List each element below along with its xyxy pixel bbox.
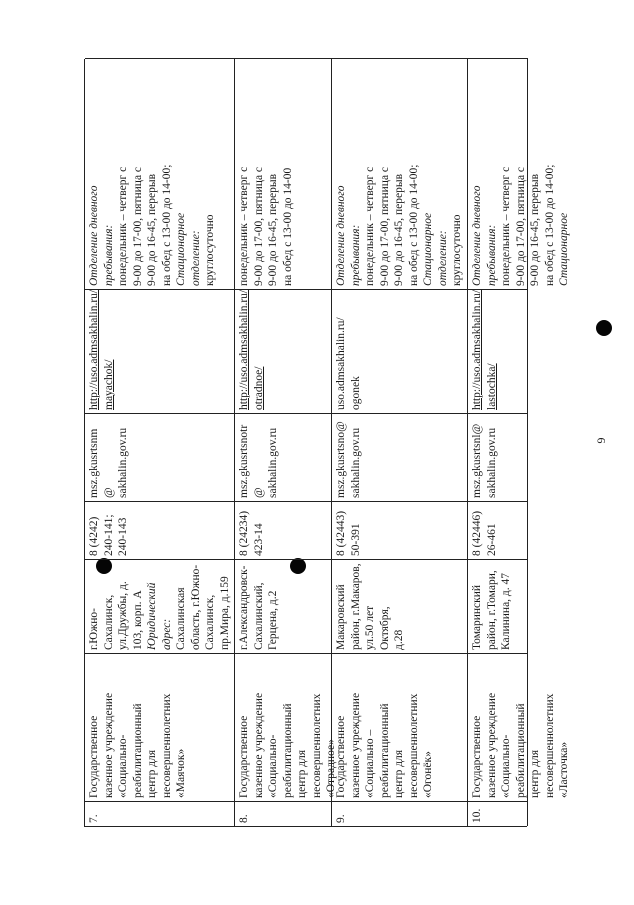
institution-website-link[interactable]: http://uso.admsakhalin.ru/ mayachok/ xyxy=(85,289,235,413)
hours-label-inpatient: Стационарное xyxy=(558,212,570,286)
row-number: 8. xyxy=(235,801,332,826)
institution-hours xyxy=(332,58,468,289)
row-number: 9. xyxy=(332,801,468,826)
hours-day-department: понедельник – четверг с 9-00 до 17-00, пятница с 9-00 до 16-45, перерыв на обед с 13-00 до 14-00; xyxy=(117,164,173,286)
institution-hours: понедельник – четверг с 9-00 до 17-00, пятница с 9-00 до 16-45, перерыв на обед с 13-00 до 14-00 xyxy=(235,58,332,289)
hours-inpatient: круглосуточно xyxy=(451,214,463,286)
institution-hours xyxy=(85,58,235,289)
institution-website-link[interactable]: http://uso.admsakhalin.ru/ otradnoe/ xyxy=(235,289,332,413)
institutions-table-wrapper xyxy=(84,59,570,827)
row-number: 7. xyxy=(85,801,235,826)
hours-label-inpatient: Стационарное отделение: xyxy=(175,212,202,286)
institution-address: г.Александровск- Сахалинский, Герцена, д.2 xyxy=(235,559,332,653)
institution-hours xyxy=(468,58,570,289)
address-legal-label: Юридический адрес: xyxy=(146,582,173,650)
institution-name: Государственное казенное учреждение «Социально – реабилитационный центр для несовершеннолетних «Огонёк» xyxy=(332,653,468,801)
institution-email[interactable]: msz.gkusrtsno@ sakhalin.gov.ru xyxy=(332,413,468,501)
hours-label-day-department: Отделение дневного пребывания: xyxy=(335,185,362,286)
institution-phone: 8 (42443) 50-391 xyxy=(332,501,468,559)
hours-day-department: понедельник – четверг с 9-00 до 17-00, пятница с 9-00 до 16-45, перерыв на обед с 13-00 до 14-00; xyxy=(364,164,420,286)
hours-label-day-department: Отделение дневного пребывания: xyxy=(471,185,498,286)
institution-address xyxy=(85,559,235,653)
institution-name: Государственное казенное учреждение «Социально- реабилитационный центр для несовершеннолетних «Ласточка» xyxy=(468,653,528,801)
hours-label-inpatient: Стационарное отделение: xyxy=(422,212,449,286)
institution-email[interactable]: msz.gkusrtsnotr @ sakhalin.gov.ru xyxy=(235,413,332,501)
address-actual: г.Южно- Сахалинск, ул.Дружбы, д. 103, корп. А xyxy=(88,581,144,650)
institution-name: Государственное казенное учреждение «Социально- реабилитационный центр для несовершеннолетних «Маячок» xyxy=(85,653,235,801)
institution-address: Макаровский район, г.Макаров, ул.50 лет Октября, д.28 xyxy=(332,559,468,653)
institution-name: Государственное казенное учреждение «Социально- реабилитационный центр для несовершеннолетних «Отрадное» xyxy=(235,653,332,801)
binding-hole-mark xyxy=(596,320,612,336)
institution-website-link[interactable]: uso.admsakhalin.ru/ ogonek xyxy=(332,289,468,413)
address-legal: Сахалинская область, г.Южно- Сахалинск, пр.Мира, д.159 xyxy=(175,564,231,650)
institutions-table xyxy=(84,59,570,827)
institution-email[interactable]: msz.gkusrtsnm @ sakhalin.gov.ru xyxy=(85,413,235,501)
institution-website-link[interactable]: http://uso.admsakhalin.ru/ lastochka/ xyxy=(468,289,528,413)
row-number: 10. xyxy=(468,801,528,826)
page-number: 6 xyxy=(594,437,609,444)
hours-day-department: понедельник – четверг с 9-00 до 17-00, пятница с 9-00 до 16-45, перерыв на обед с 13-00 до 14-00; xyxy=(500,164,556,286)
institution-phone: 8 (42446) 26-461 xyxy=(468,501,528,559)
institution-phone: 8 (4242) 240-141; 240-143 xyxy=(85,501,235,559)
institution-address: Томаринский район, г.Томари, Калинина, д. 47 xyxy=(468,559,528,653)
hours-label-day-department: Отделение дневного пребывания: xyxy=(88,185,115,286)
institution-email[interactable]: msz.gkusrtsnl@ sakhalin.gov.ru xyxy=(468,413,528,501)
institution-phone: 8 (24234) 423-14 xyxy=(235,501,332,559)
hours-inpatient: круглосуточно xyxy=(204,214,216,286)
